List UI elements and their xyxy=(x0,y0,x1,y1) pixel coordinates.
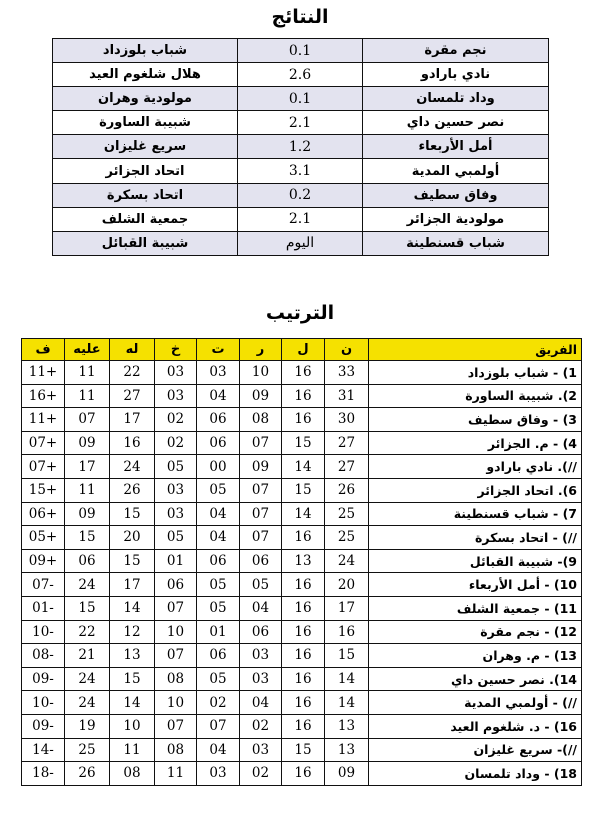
standings-row xyxy=(22,691,582,715)
points: 13 xyxy=(325,714,369,738)
match-score: 2.1 xyxy=(238,111,363,135)
results-table xyxy=(52,38,549,256)
goal-diff: 14- xyxy=(22,738,65,762)
won: 06 xyxy=(240,549,282,573)
goals-against: 15 xyxy=(65,596,110,620)
team-name: //). نادي بارادو xyxy=(369,455,582,479)
drawn: 05 xyxy=(197,573,240,597)
lost: 05 xyxy=(155,455,197,479)
played: 15 xyxy=(282,738,325,762)
team-name: 14). نصر حسين داي xyxy=(369,667,582,691)
goals-for: 08 xyxy=(110,762,155,786)
team-name: 16) - د. شلغوم العيد xyxy=(369,714,582,738)
away-team: اتحاد بسكرة xyxy=(53,183,238,207)
result-row xyxy=(53,87,549,111)
standings-row xyxy=(22,361,582,385)
lost: 07 xyxy=(155,644,197,668)
drawn: 01 xyxy=(197,620,240,644)
standings-row xyxy=(22,762,582,786)
played: 16 xyxy=(282,361,325,385)
match-score: 0.1 xyxy=(238,87,363,111)
header-won: ر xyxy=(240,339,282,361)
played: 16 xyxy=(282,667,325,691)
standings-row xyxy=(22,408,582,432)
won: 08 xyxy=(240,408,282,432)
home-team: أولمبي المدية xyxy=(363,159,549,183)
away-team: سريع غليزان xyxy=(53,135,238,159)
goals-for: 11 xyxy=(110,738,155,762)
points: 15 xyxy=(325,644,369,668)
won: 07 xyxy=(240,502,282,526)
points: 09 xyxy=(325,762,369,786)
standings-row xyxy=(22,573,582,597)
goal-diff: 01- xyxy=(22,596,65,620)
goals-against: 11 xyxy=(65,361,110,385)
lost: 07 xyxy=(155,596,197,620)
goals-against: 26 xyxy=(65,762,110,786)
played: 16 xyxy=(282,408,325,432)
goals-for: 15 xyxy=(110,502,155,526)
goals-for: 24 xyxy=(110,455,155,479)
played: 16 xyxy=(282,691,325,715)
drawn: 06 xyxy=(197,549,240,573)
team-name: 9)- شبيبة القبائل xyxy=(369,549,582,573)
team-name: 2). شبيبة الساورة xyxy=(369,384,582,408)
match-score: 3.1 xyxy=(238,159,363,183)
goals-for: 10 xyxy=(110,714,155,738)
team-name: 12) - نجم مقرة xyxy=(369,620,582,644)
goal-diff: 15+ xyxy=(22,478,65,502)
match-score: 2.1 xyxy=(238,207,363,231)
lost: 03 xyxy=(155,384,197,408)
standings-row xyxy=(22,526,582,550)
team-name: 18) - وداد تلمسان xyxy=(369,762,582,786)
header-drawn: ت xyxy=(197,339,240,361)
goals-against: 15 xyxy=(65,526,110,550)
goal-diff: 11+ xyxy=(22,361,65,385)
goal-diff: 18- xyxy=(22,762,65,786)
result-row xyxy=(53,111,549,135)
team-name: 10) - أمل الأربعاء xyxy=(369,573,582,597)
header-against: عليه xyxy=(65,339,110,361)
goal-diff: 11+ xyxy=(22,408,65,432)
standings-table xyxy=(21,338,582,786)
team-name: //) - أولمبي المدية xyxy=(369,691,582,715)
home-team: وفاق سطيف xyxy=(363,183,549,207)
drawn: 07 xyxy=(197,714,240,738)
goals-against: 25 xyxy=(65,738,110,762)
lost: 03 xyxy=(155,361,197,385)
played: 15 xyxy=(282,478,325,502)
drawn: 06 xyxy=(197,431,240,455)
goals-against: 24 xyxy=(65,691,110,715)
goals-for: 12 xyxy=(110,620,155,644)
won: 07 xyxy=(240,478,282,502)
lost: 10 xyxy=(155,691,197,715)
points: 27 xyxy=(325,431,369,455)
played: 16 xyxy=(282,526,325,550)
points: 26 xyxy=(325,478,369,502)
points: 24 xyxy=(325,549,369,573)
lost: 03 xyxy=(155,502,197,526)
result-row xyxy=(53,63,549,87)
match-score: اليوم xyxy=(238,231,363,255)
drawn: 05 xyxy=(197,667,240,691)
header-diff: ف xyxy=(22,339,65,361)
lost: 06 xyxy=(155,573,197,597)
won: 06 xyxy=(240,620,282,644)
goals-for: 16 xyxy=(110,431,155,455)
standings-header-row xyxy=(22,339,582,361)
results-title: النتائج xyxy=(271,6,329,28)
standings-row xyxy=(22,644,582,668)
drawn: 04 xyxy=(197,384,240,408)
goal-diff: 10- xyxy=(22,620,65,644)
goal-diff: 05+ xyxy=(22,526,65,550)
team-name: 6). اتحاد الجزائر xyxy=(369,478,582,502)
team-name: 3) - وفاق سطيف xyxy=(369,408,582,432)
lost: 08 xyxy=(155,738,197,762)
points: 13 xyxy=(325,738,369,762)
goals-against: 11 xyxy=(65,478,110,502)
played: 16 xyxy=(282,714,325,738)
points: 33 xyxy=(325,361,369,385)
played: 14 xyxy=(282,455,325,479)
points: 14 xyxy=(325,667,369,691)
goals-for: 20 xyxy=(110,526,155,550)
lost: 08 xyxy=(155,667,197,691)
drawn: 04 xyxy=(197,502,240,526)
standings-row xyxy=(22,384,582,408)
goals-against: 07 xyxy=(65,408,110,432)
goal-diff: 09- xyxy=(22,667,65,691)
lost: 03 xyxy=(155,478,197,502)
won: 09 xyxy=(240,455,282,479)
points: 17 xyxy=(325,596,369,620)
header-for: له xyxy=(110,339,155,361)
goals-for: 22 xyxy=(110,361,155,385)
team-name: //)- سريع غليزان xyxy=(369,738,582,762)
points: 14 xyxy=(325,691,369,715)
played: 16 xyxy=(282,573,325,597)
goal-diff: 07+ xyxy=(22,455,65,479)
goals-for: 26 xyxy=(110,478,155,502)
goal-diff: 07+ xyxy=(22,431,65,455)
result-row xyxy=(53,39,549,63)
goals-against: 17 xyxy=(65,455,110,479)
goals-for: 15 xyxy=(110,667,155,691)
drawn: 00 xyxy=(197,455,240,479)
played: 13 xyxy=(282,549,325,573)
goals-against: 22 xyxy=(65,620,110,644)
result-row xyxy=(53,207,549,231)
standings-row xyxy=(22,431,582,455)
away-team: شباب بلوزداد xyxy=(53,39,238,63)
result-row xyxy=(53,159,549,183)
header-lost: خ xyxy=(155,339,197,361)
goals-for: 14 xyxy=(110,691,155,715)
header-points: ن xyxy=(325,339,369,361)
team-name: 7) - شباب قسنطينة xyxy=(369,502,582,526)
drawn: 05 xyxy=(197,478,240,502)
standings-row xyxy=(22,620,582,644)
away-team: شبيبة القبائل xyxy=(53,231,238,255)
goals-for: 13 xyxy=(110,644,155,668)
played: 16 xyxy=(282,384,325,408)
home-team: وداد تلمسان xyxy=(363,87,549,111)
lost: 10 xyxy=(155,620,197,644)
header-team: الفريق xyxy=(369,339,582,361)
drawn: 03 xyxy=(197,361,240,385)
drawn: 06 xyxy=(197,644,240,668)
won: 05 xyxy=(240,573,282,597)
goal-diff: 08- xyxy=(22,644,65,668)
won: 07 xyxy=(240,431,282,455)
home-team: شباب قسنطينة xyxy=(363,231,549,255)
home-team: نصر حسين داي xyxy=(363,111,549,135)
won: 03 xyxy=(240,644,282,668)
goals-against: 06 xyxy=(65,549,110,573)
goal-diff: 10- xyxy=(22,691,65,715)
goals-for: 17 xyxy=(110,573,155,597)
drawn: 02 xyxy=(197,691,240,715)
result-row xyxy=(53,231,549,255)
won: 02 xyxy=(240,714,282,738)
lost: 11 xyxy=(155,762,197,786)
home-team: أمل الأربعاء xyxy=(363,135,549,159)
goal-diff: 09+ xyxy=(22,549,65,573)
won: 03 xyxy=(240,738,282,762)
goals-for: 27 xyxy=(110,384,155,408)
match-score: 0.1 xyxy=(238,39,363,63)
goal-diff: 06+ xyxy=(22,502,65,526)
team-name: 1) - شباب بلوزداد xyxy=(369,361,582,385)
standings-row xyxy=(22,738,582,762)
away-team: جمعية الشلف xyxy=(53,207,238,231)
drawn: 06 xyxy=(197,408,240,432)
drawn: 05 xyxy=(197,596,240,620)
points: 16 xyxy=(325,620,369,644)
played: 16 xyxy=(282,644,325,668)
header-played: ل xyxy=(282,339,325,361)
standings-row xyxy=(22,549,582,573)
goals-for: 14 xyxy=(110,596,155,620)
points: 25 xyxy=(325,526,369,550)
home-team: مولودية الجزائر xyxy=(363,207,549,231)
won: 07 xyxy=(240,526,282,550)
goals-for: 17 xyxy=(110,408,155,432)
lost: 07 xyxy=(155,714,197,738)
standings-row xyxy=(22,478,582,502)
away-team: اتحاد الجزائر xyxy=(53,159,238,183)
points: 25 xyxy=(325,502,369,526)
lost: 01 xyxy=(155,549,197,573)
goal-diff: 16+ xyxy=(22,384,65,408)
away-team: شبيبة الساورة xyxy=(53,111,238,135)
match-score: 2.6 xyxy=(238,63,363,87)
standings-row xyxy=(22,502,582,526)
home-team: نجم مقرة xyxy=(363,39,549,63)
team-name: 4) - م. الجزائر xyxy=(369,431,582,455)
won: 10 xyxy=(240,361,282,385)
standings-row xyxy=(22,667,582,691)
points: 27 xyxy=(325,455,369,479)
goal-diff: 09- xyxy=(22,714,65,738)
result-row xyxy=(53,135,549,159)
goals-against: 24 xyxy=(65,573,110,597)
played: 16 xyxy=(282,596,325,620)
team-name: 11) - جمعية الشلف xyxy=(369,596,582,620)
played: 16 xyxy=(282,762,325,786)
home-team: نادي بارادو xyxy=(363,63,549,87)
standings-row xyxy=(22,596,582,620)
standings-row xyxy=(22,455,582,479)
team-name: 13) - م. وهران xyxy=(369,644,582,668)
points: 20 xyxy=(325,573,369,597)
goals-against: 21 xyxy=(65,644,110,668)
drawn: 04 xyxy=(197,738,240,762)
played: 14 xyxy=(282,502,325,526)
goals-against: 11 xyxy=(65,384,110,408)
away-team: هلال شلغوم العيد xyxy=(53,63,238,87)
points: 31 xyxy=(325,384,369,408)
lost: 05 xyxy=(155,526,197,550)
goals-against: 19 xyxy=(65,714,110,738)
team-name: //) - اتحاد بسكرة xyxy=(369,526,582,550)
goal-diff: 07- xyxy=(22,573,65,597)
won: 03 xyxy=(240,667,282,691)
lost: 02 xyxy=(155,408,197,432)
standings-title: الترتيب xyxy=(265,302,335,324)
won: 04 xyxy=(240,596,282,620)
standings-row xyxy=(22,714,582,738)
match-score: 0.2 xyxy=(238,183,363,207)
goals-against: 09 xyxy=(65,502,110,526)
lost: 02 xyxy=(155,431,197,455)
goals-against: 09 xyxy=(65,431,110,455)
result-row xyxy=(53,183,549,207)
goals-against: 24 xyxy=(65,667,110,691)
won: 09 xyxy=(240,384,282,408)
played: 16 xyxy=(282,620,325,644)
drawn: 03 xyxy=(197,762,240,786)
won: 04 xyxy=(240,691,282,715)
away-team: مولودية وهران xyxy=(53,87,238,111)
won: 02 xyxy=(240,762,282,786)
points: 30 xyxy=(325,408,369,432)
drawn: 04 xyxy=(197,526,240,550)
goals-for: 15 xyxy=(110,549,155,573)
played: 15 xyxy=(282,431,325,455)
match-score: 1.2 xyxy=(238,135,363,159)
